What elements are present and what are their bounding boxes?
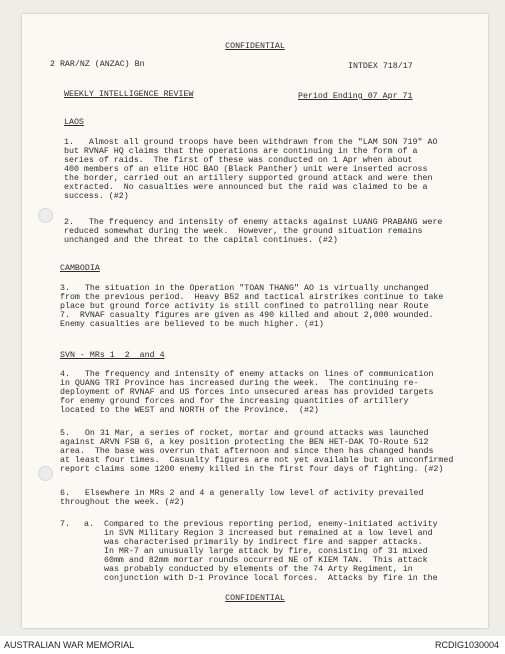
text-line: 60mm and 82mm mortar rounds occurred NE of KIEM TAN. This attack xyxy=(104,556,428,565)
text-line: 4. The frequency and intensity of enemy attacks on lines of communication xyxy=(60,370,434,379)
period-ending: Period Ending 07 Apr 71 xyxy=(298,92,413,101)
text-line: against ARVN FSB 6, a key position protecting the BEN HET-DAK TO-Route 512 xyxy=(60,438,429,447)
text-line: was probably conducted by elements of the 74 Arty Regiment, in xyxy=(104,565,413,574)
text-line: 6. Elsewhere in MRs 2 and 4 a generally low level of activity prevailed xyxy=(60,489,424,498)
punch-hole-bottom xyxy=(38,466,53,481)
text-line: at least four times. Casualty figures are not yet available but an unconfirmed xyxy=(60,456,454,465)
text-line: Compared to the previous reporting period, enemy-initiated activity xyxy=(104,520,438,529)
text-line: from the previous period. Heavy B52 and tactical airstrikes continue to take xyxy=(60,293,444,302)
paragraph-number: 7. xyxy=(60,520,70,529)
text-line: located to the WEST and NORTH of the Province. (#2) xyxy=(60,406,319,415)
text-line: 400 members of an elite HOC BAO (Black Panther) unit were inserted across xyxy=(64,165,428,174)
text-line: for enemy ground forces and for the increasing quantities of artillery xyxy=(60,397,409,406)
punch-hole-top xyxy=(38,208,53,223)
document-page xyxy=(22,14,488,628)
text-line: in SVN Military Region 3 increased but remained at a low level and xyxy=(104,529,433,538)
text-line: 7. RVNAF casualty figures are given as 490 killed and about 2,000 wounded. xyxy=(60,311,434,320)
text-line: success. (#2) xyxy=(64,192,129,201)
intdex-reference: INTDEX 718/17 xyxy=(348,62,413,71)
text-line: 5. On 31 Mar, a series of rocket, mortar and ground attacks was launched xyxy=(60,429,429,438)
section-heading-laos: LAOS xyxy=(64,118,84,127)
text-line: throughout the week. (#2) xyxy=(60,498,185,507)
text-line: 2. The frequency and intensity of enemy attacks against LUANG PRABANG were xyxy=(64,218,443,227)
sub-paragraph-letter: a. xyxy=(84,520,94,529)
section-heading-cambodia: CAMBODIA xyxy=(60,264,100,273)
text-line: 1. Almost all ground troops have been withdrawn from the "LAM SON 719" AO xyxy=(64,138,438,147)
text-line: conjunction with D-1 Province local forces. Attacks by fire in the xyxy=(104,574,438,583)
text-line: unchanged and the threat to the capital continues. (#2) xyxy=(64,236,338,245)
text-line: deployment of RVNAF and US forces into unsecured areas has provided targets xyxy=(60,388,434,397)
text-line: 3. The situation in the Operation "TOAN THANG" AO is virtually unchanged xyxy=(60,284,429,293)
text-line: extracted. No casualties were announced but the raid was claimed to be a xyxy=(64,183,428,192)
document-title: WEEKLY INTELLIGENCE REVIEW xyxy=(64,90,194,99)
text-line: area. The base was overrun that afternoon and since then has changed hands xyxy=(60,447,434,456)
unit-reference: 2 RAR/NZ (ANZAC) Bn xyxy=(50,60,145,69)
archive-source: AUSTRALIAN WAR MEMORIAL xyxy=(4,640,135,650)
classification-top: CONFIDENTIAL xyxy=(225,42,285,51)
text-line: report claims some 1200 enemy killed in the first four days of fighting. (#2) xyxy=(60,465,444,474)
archive-record-id: RCDIG1030004 xyxy=(434,640,499,650)
text-line: was characterised primarily by indirect fire and sapper attacks. xyxy=(104,538,423,547)
text-line: place but ground force activity is still confined to patrolling near Route xyxy=(60,302,429,311)
classification-bottom: CONFIDENTIAL xyxy=(225,594,285,603)
text-line: Enemy casualties are believed to be much higher. (#1) xyxy=(60,320,324,329)
archive-footer xyxy=(0,636,505,654)
text-line: In MR-7 an unusually large attack by fire, consisting of 31 mixed xyxy=(104,547,428,556)
text-line: in QUANG TRI Province has increased during the week. The continuing re- xyxy=(60,379,419,388)
text-line: reduced somewhat during the week. However, the ground situation remains xyxy=(64,227,423,236)
text-line: but RVNAF HQ claims that the operations are continuing in the form of a xyxy=(64,147,418,156)
section-heading-svn: SVN - MRs 1 2 and 4 xyxy=(60,351,165,360)
text-line: the border, carried out an artillery supported ground attack and were then xyxy=(64,174,433,183)
text-line: series of raids. The first of these was conducted on 1 Apr when about xyxy=(64,156,413,165)
